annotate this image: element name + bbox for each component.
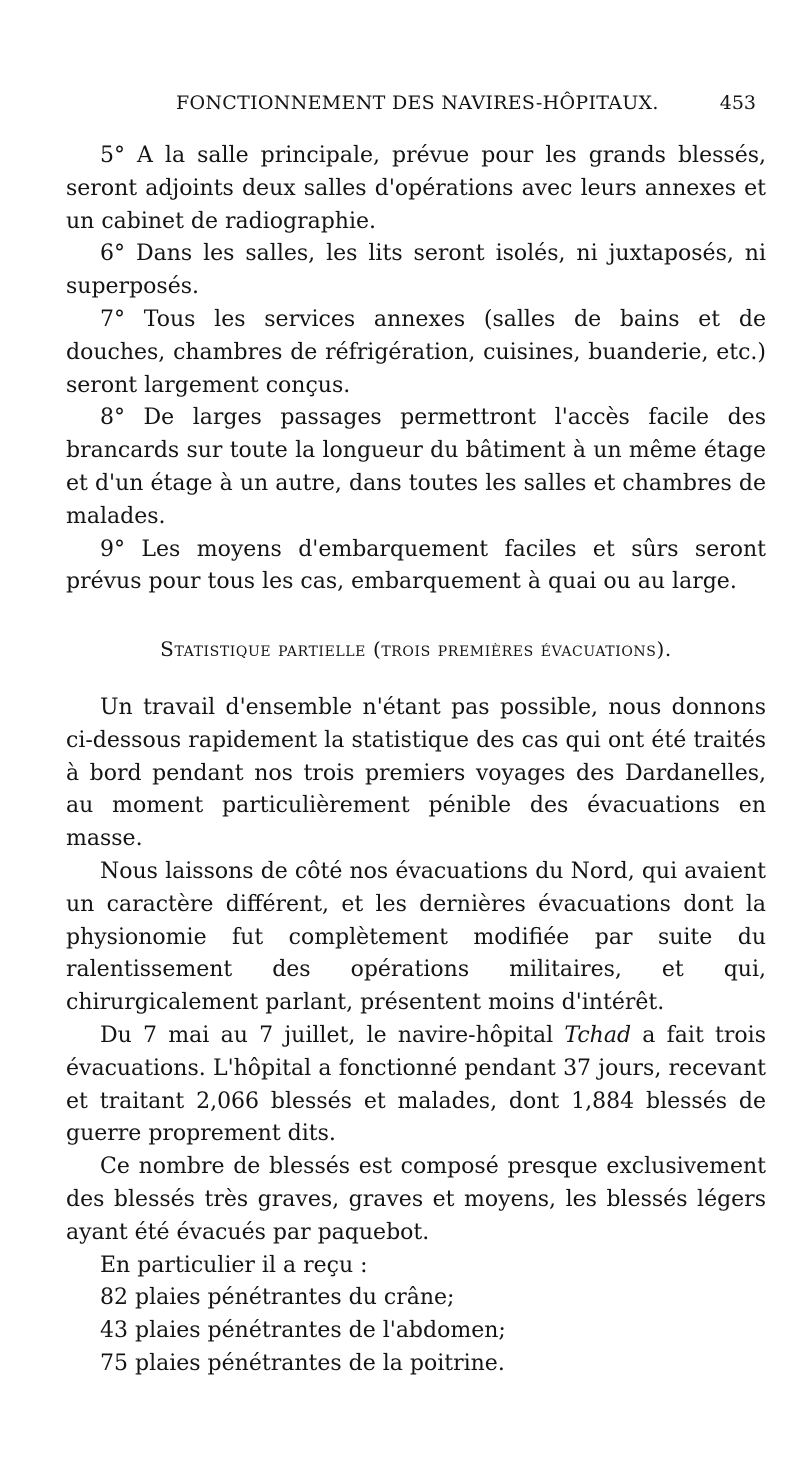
list-item: 75 plaies pénétrantes de la poitrine. bbox=[100, 1350, 505, 1376]
page-number: 453 bbox=[719, 92, 756, 114]
paragraph-list-intro: En particulier il a reçu : bbox=[100, 1252, 368, 1278]
body-text bbox=[66, 140, 766, 1381]
list-item: 82 plaies pénétrantes du crâne; bbox=[100, 1285, 455, 1311]
item-7: 7° Tous les services annexes (salles de bains et de douches, chambres de réfrigération, cuisines, buanderie, etc.) seront largement conçus. bbox=[66, 306, 766, 398]
page-header bbox=[66, 92, 760, 122]
item-6: 6° Dans les salles, les lits seront isolés, ni juxtaposés, ni superposés. bbox=[66, 241, 766, 300]
item-8: 8° De larges passages permettront l'accès facile des brancards sur toute la longueur du bâtiment à un même étage et d'un étage à un autre, dans toutes les salles et chambres de malades. bbox=[66, 405, 766, 529]
paragraph-tchad bbox=[66, 1020, 766, 1151]
paragraph-intro: Un travail d'ensemble n'étant pas possible, nous donnons ci-dessous rapidement la statistique des cas qui ont été traités à bord pendant nos trois premiers voyages des Dardanelles, au moment particulièrement pénible des évacuations en masse. bbox=[66, 694, 766, 852]
section-title: Statistique partielle (trois premières évacuations). bbox=[160, 637, 672, 662]
list-item: 43 plaies pénétrantes de l'abdomen; bbox=[100, 1318, 506, 1344]
item-5: 5° A la salle principale, prévue pour les grands blessés, seront adjoints deux salles d'opérations avec leurs annexes et un cabinet de radiographie. bbox=[66, 143, 766, 234]
running-head: FONCTIONNEMENT DES NAVIRES-HÔPITAUX. bbox=[176, 92, 659, 114]
paragraph-north-evacuations: Nous laissons de côté nos évacuations du Nord, qui avaient un caractère différent, et les dernières évacuations dont la physionomie fut complètement modifiée par suite du ralentissement des opérations militaires, et qui, chirurgicalement parlant, présentent moins d'intérêt. bbox=[66, 858, 766, 1016]
ship-name: Tchad bbox=[564, 1022, 632, 1048]
item-9: 9° Les moyens d'embarquement faciles et sûrs seront prévus pour tous les cas, embarquement à quai ou au large. bbox=[66, 536, 766, 595]
tchad-text-after: a fait trois évacuations. L'hôpital a fonctionné pendant 37 jours, recevant et traitant 2,066 blessés et malades, dont 1,884 blessés de guerre proprement dits. bbox=[66, 1022, 766, 1147]
paragraph-wounded-composition: Ce nombre de blessés est composé presque exclusivement des blessés très graves, graves et moyens, les blessés légers ayant été évacués par paquebot. bbox=[66, 1154, 766, 1245]
tchad-text-before: Du 7 mai au 7 juillet, le navire-hôpital bbox=[100, 1022, 565, 1048]
